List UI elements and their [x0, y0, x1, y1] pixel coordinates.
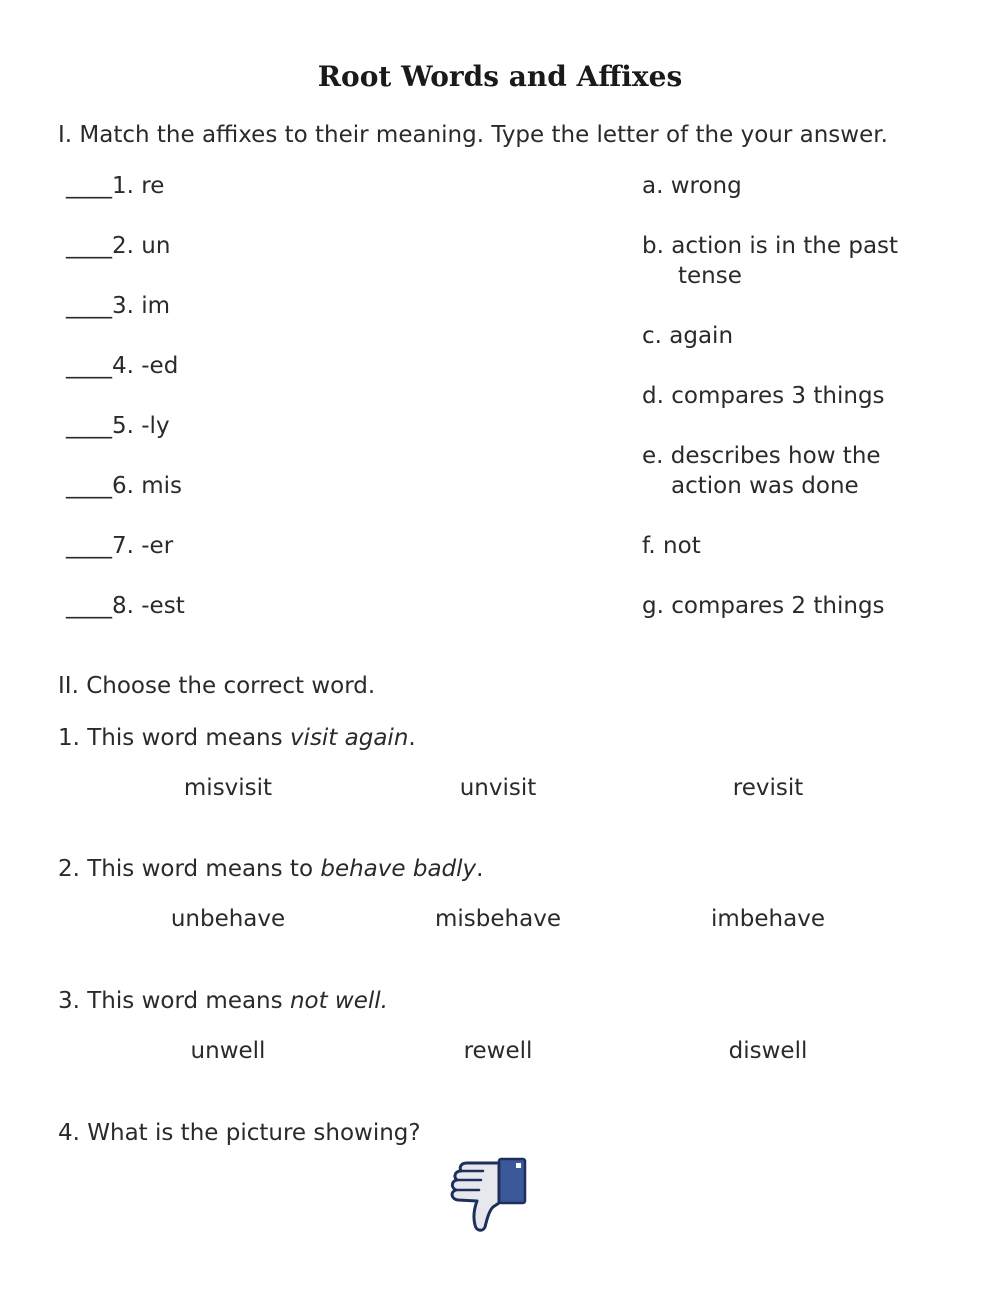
answer-blank[interactable]: ____: [66, 473, 112, 499]
question-4: 4. What is the picture showing?: [58, 1120, 421, 1146]
answer-blank[interactable]: ____: [66, 233, 112, 259]
option-unbehave[interactable]: unbehave: [170, 906, 286, 932]
option-rewell[interactable]: rewell: [463, 1038, 533, 1064]
meaning-a: a. wrong: [642, 173, 742, 199]
option-diswell[interactable]: diswell: [728, 1038, 808, 1064]
question-emphasis: behave badly: [320, 856, 477, 882]
match-item-label: 8. -est: [112, 593, 185, 619]
meaning-f: f. not: [642, 533, 701, 559]
match-item-1: [66, 171, 164, 201]
meaning-e-continued: action was done: [671, 473, 859, 499]
option-imbehave[interactable]: imbehave: [711, 906, 825, 932]
question-suffix: .: [476, 856, 484, 882]
match-item-3: [66, 291, 170, 321]
match-item-5: [66, 411, 170, 441]
answer-blank[interactable]: ____: [66, 533, 112, 559]
match-item-7: [66, 531, 173, 561]
meaning-d: d. compares 3 things: [642, 383, 885, 409]
match-item-8: [66, 591, 185, 621]
match-item-label: 6. mis: [112, 473, 183, 499]
question-text: 3. This word means: [58, 988, 290, 1014]
question-3: [58, 986, 388, 1016]
question-emphasis: not well.: [289, 988, 388, 1014]
match-item-2: [66, 231, 170, 261]
question-suffix: .: [408, 725, 416, 751]
match-item-label: 5. -ly: [112, 413, 170, 439]
meaning-e: e. describes how the: [642, 443, 881, 469]
match-item-label: 4. -ed: [112, 353, 179, 379]
question-text: 2. This word means to: [58, 856, 321, 882]
answer-blank[interactable]: ____: [66, 353, 112, 379]
match-item-4: [66, 351, 178, 381]
question-emphasis: visit again: [289, 725, 409, 751]
match-item-label: 1. re: [112, 173, 165, 199]
answer-blank[interactable]: ____: [66, 173, 112, 199]
page-title: Root Words and Affixes: [317, 60, 683, 93]
option-misbehave[interactable]: misbehave: [435, 906, 561, 932]
meaning-b-continued: tense: [678, 263, 742, 289]
question-text: 1. This word means: [58, 725, 290, 751]
meaning-g: g. compares 2 things: [642, 593, 885, 619]
option-unwell[interactable]: unwell: [190, 1038, 266, 1064]
part1-instructions: I. Match the affixes to their meaning. Type the letter of the your answer.: [58, 122, 888, 148]
answer-blank[interactable]: ____: [66, 293, 112, 319]
match-item-label: 3. im: [112, 293, 171, 319]
match-item-6: [66, 471, 182, 501]
option-unvisit[interactable]: unvisit: [459, 775, 537, 801]
question-2: [58, 854, 483, 884]
part2-instructions: II. Choose the correct word.: [58, 673, 376, 699]
match-item-label: 7. -er: [112, 533, 174, 559]
meaning-b: b. action is in the past: [642, 233, 899, 259]
option-revisit[interactable]: revisit: [732, 775, 804, 801]
answer-blank[interactable]: ____: [66, 413, 112, 439]
question-1: [58, 723, 416, 753]
option-misvisit[interactable]: misvisit: [183, 775, 273, 801]
thumbs-down-icon: [441, 1155, 531, 1235]
meaning-c: c. again: [642, 323, 734, 349]
answer-blank[interactable]: ____: [66, 593, 112, 619]
match-item-label: 2. un: [112, 233, 171, 259]
